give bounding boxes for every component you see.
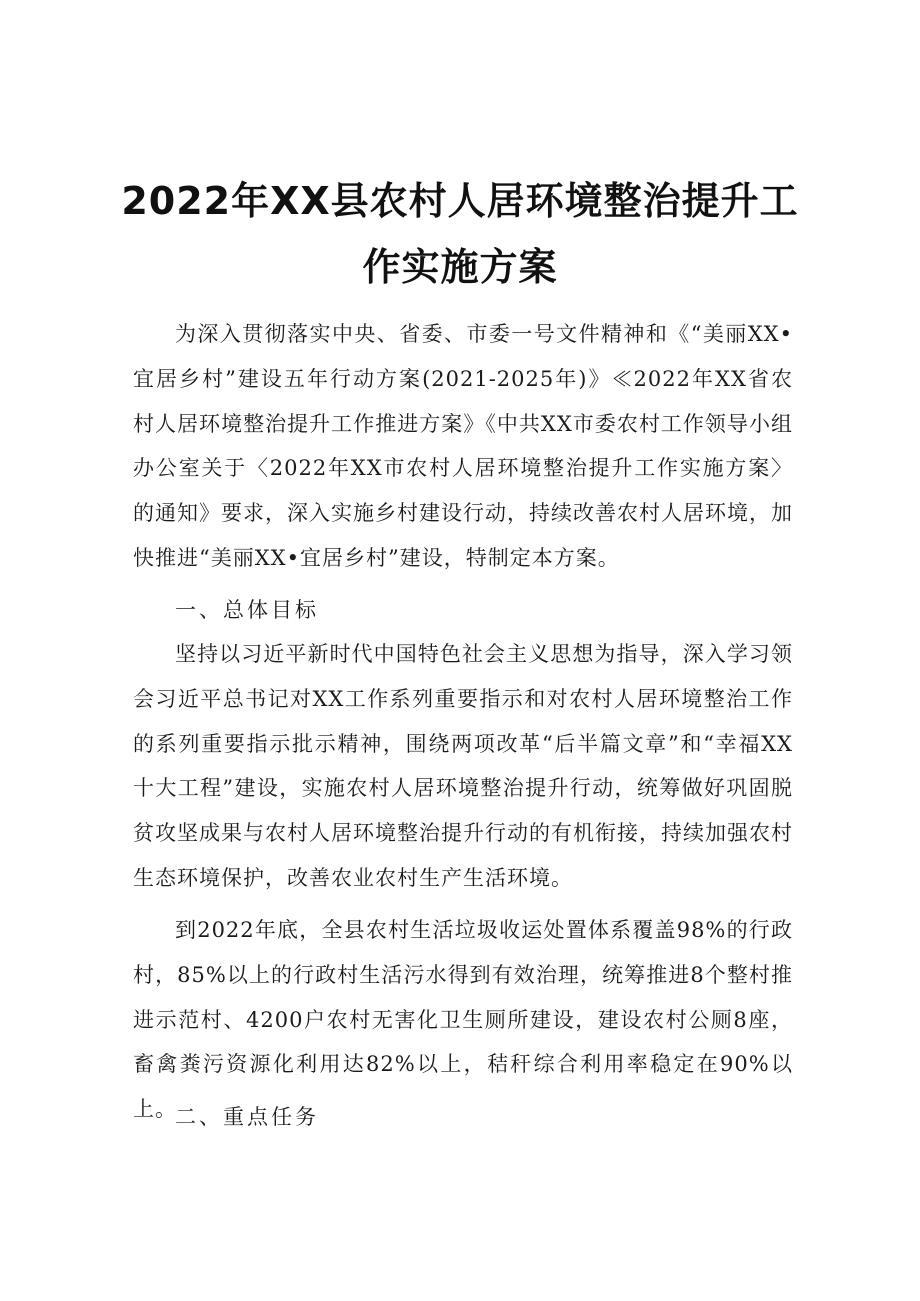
goal-paragraph: 坚持以习近平新时代中国特色社会主义思想为指导，深入学习领会习近平总书记对XX工作系列重要指示和对农村人居环境整治工作的系列重要指示批示精神，围绕两项改革“后半篇文章”和“幸福XX十大工程”建设，实施农村人居环境整治提升行动，统筹做好巩固脱贫攻坚成果与农村人居环境整治提升行动的有机衔接，持续加强农村生态环境保护，改善农业农村生产生活环境。	[133, 642, 793, 890]
document-title-line-1: 2022年XX县农村人居环境整治提升工	[121, 179, 799, 223]
section-heading-key-tasks: 二、重点任务	[175, 1105, 319, 1129]
intro-paragraph: 为深入贯彻落实中央、省委、市委一号文件精神和《“美丽XX•宜居乡村”建设五年行动方案(2021-2025年)》≪2022年XX省农村人居环境整治提升工作推进方案》《中共XX市委农村工作领导小组办公室关于〈2022年XX市农村人居环境整治提升工作实施方案〉的通知》要求，深入实施乡村建设行动，持续改善农村人居环境，加快推进“美丽XX•宜居乡村”建设，特制定本方案。	[133, 322, 793, 570]
section-heading-overall-goal: 一、总体目标	[175, 598, 319, 622]
target-paragraph: 到2022年底，全县农村生活垃圾收运处置体系覆盖98%的行政村，85%以上的行政村生活污水得到有效治理，统筹推进8个整村推进示范村、4200户农村无害化卫生厕所建设，建设农村公厕8座，畜禽粪污资源化利用达82%以上，秸秆综合利用率稳定在90%以上。	[133, 918, 793, 1122]
document-title-line-2: 作实施方案	[362, 245, 558, 289]
